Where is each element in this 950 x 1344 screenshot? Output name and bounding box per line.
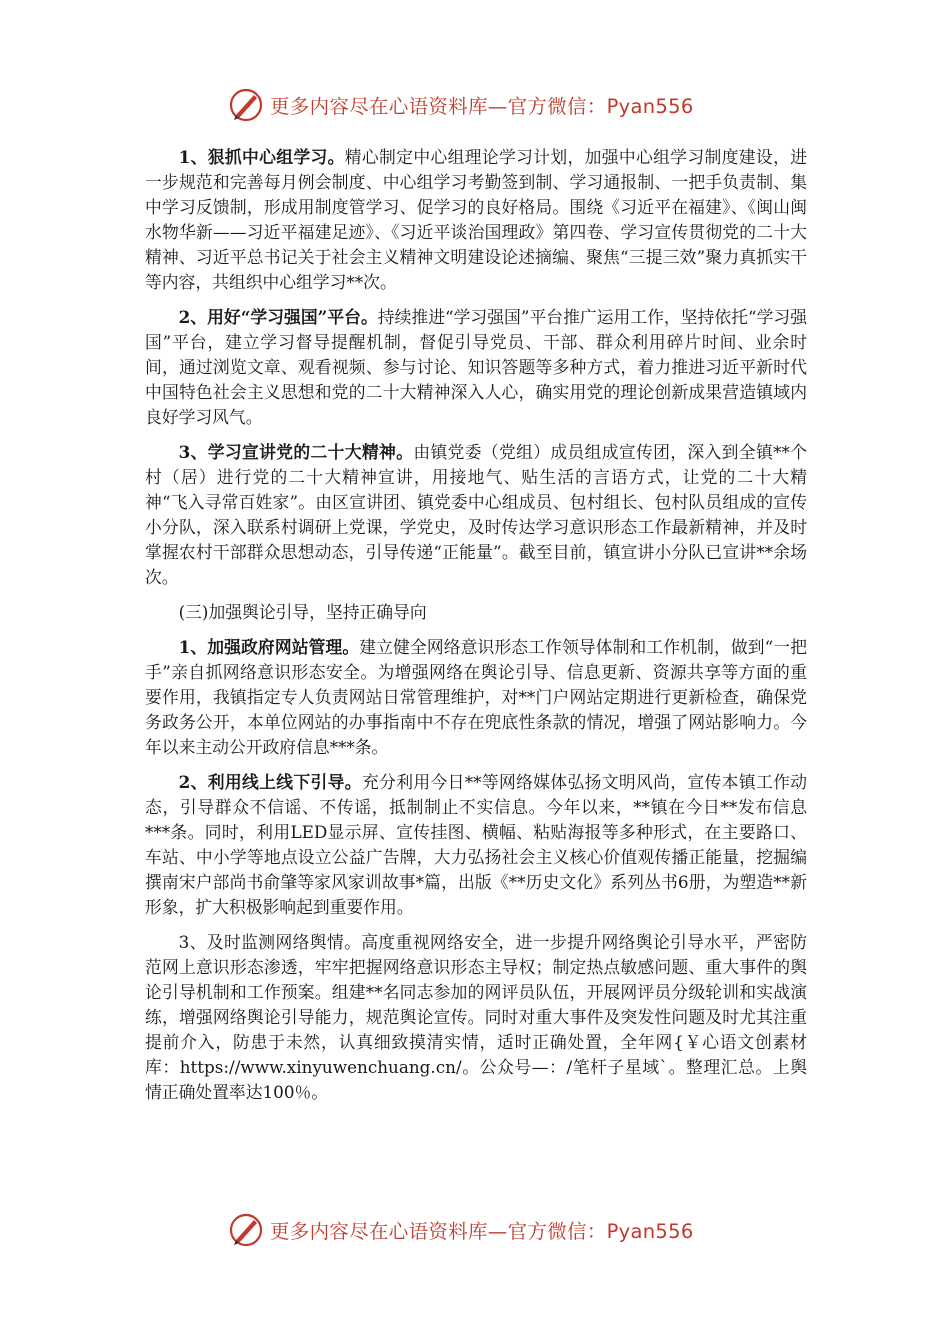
paragraph <box>145 305 807 430</box>
paragraph-title: 1、狠抓中心组学习。 <box>178 147 345 167</box>
paragraph <box>145 145 807 295</box>
banner-text: 更多内容尽在心语资料库—官方微信：Pyan556 <box>270 95 694 118</box>
paragraph-body: 持续推进“学习强国”平台推广运用工作，坚持依托“学习强国”平台，建立学习督导提醒机制，督促引导党员、干部、群众利用碎片时间、业余时间，通过浏览文章、观看视频、参与讨论、知识答题等多种方式，着力推进习近平新时代中国特色社会主义思想和党的二十大精神深入人心，确实用党的理论创新成果营造镇域内良好学习风气。 <box>145 307 807 427</box>
paragraph <box>145 635 807 760</box>
paragraph-title: 3、学习宣讲党的二十大精神。 <box>178 442 414 462</box>
footer-banner <box>228 1211 748 1249</box>
section-heading: (三)加强舆论引导，坚持正确导向 <box>178 602 427 622</box>
document-body <box>145 145 807 1115</box>
pen-logo-icon <box>228 87 264 123</box>
paragraph: 3、及时监测网络舆情。高度重视网络安全，进一步提升网络舆论引导水平，严密防范网上意识形态渗透，牢牢把握网络意识形态主导权；制定热点敏感问题、重大事件的舆论引导机制和工作预案。组建**名同志参加的网评员队伍，开展网评员分级轮训和实战演练，增强网络舆论引导能力，规范舆论宣传。同时对重大事件及突发性问题及时尤其注重提前介入，防患于未然，认真细致摸清实情，适时正确处置，全年网{￥心语文创素材库：https://www.xinyuwenchuang.cn/。公众号—：/笔杆子星域`。整理汇总。上舆情正确处置率达100％。 <box>145 932 807 1102</box>
banner-text: 更多内容尽在心语资料库—官方微信：Pyan556 <box>270 1220 694 1243</box>
paragraph-body: 精心制定中心组理论学习计划，加强中心组学习制度建设，进一步规范和完善每月例会制度、中心组学习考勤签到制、学习通报制、一把手负责制、集中学习反馈制，形成用制度管学习、促学习的良好格局。围绕《习近平在福建》、《闽山闽水物华新——习近平福建足迹》、《习近平谈治国理政》第四卷、学习宣传贯彻党的二十大精神、习近平总书记关于社会主义精神文明建设论述摘编、聚焦“三提三效”聚力真抓实干等内容，共组织中心组学习**次。 <box>145 147 807 292</box>
paragraph-body: 建立健全网络意识形态工作领导体制和工作机制，做到“一把手”亲自抓网络意识形态安全。为增强网络在舆论引导、信息更新、资源共享等方面的重要作用，我镇指定专人负责网站日常管理维护，对**门户网站定期进行更新检查，确保党务政务公开，本单位网站的办事指南中不存在兜底性条款的情况，增强了网站影响力。今年以来主动公开政府信息***条。 <box>145 637 807 757</box>
paragraph <box>145 770 807 920</box>
paragraph-title: 2、利用线上线下引导。 <box>178 772 362 792</box>
paragraph-title: 1、加强政府网站管理。 <box>178 637 360 657</box>
paragraph-body: 由镇党委（党组）成员组成宣传团，深入到全镇**个村（居）进行党的二十大精神宣讲，用接地气、贴生活的言语方式，让党的二十大精神“飞入寻常百姓家”。由区宣讲团、镇党委中心组成员、包村组长、包村队员组成的宣传小分队，深入联系村调研上党课，学党史，及时传达学习意识形态工作最新精神，并及时掌握农村干部群众思想动态，引导传递“正能量”。截至目前，镇宣讲小分队已宣讲**余场次。 <box>145 442 807 587</box>
pen-logo-icon <box>228 1212 264 1248</box>
paragraph <box>145 440 807 590</box>
header-banner <box>228 86 748 124</box>
paragraph-body: 充分利用今日**等网络媒体弘扬文明风尚，宣传本镇工作动态，引导群众不信谣、不传谣，抵制制止不实信息。今年以来，**镇在今日**发布信息***条。同时，利用LED显示屏、宣传挂图、横幅、粘贴海报等多种形式，在主要路口、车站、中小学等地点设立公益广告牌，大力弘扬社会主义核心价值观传播正能量，挖掘编撰南宋户部尚书俞肇等家风家训故事*篇，出版《**历史文化》系列丛书6册，为塑造**新形象，扩大积极影响起到重要作用。 <box>145 772 807 917</box>
paragraph-title: 2、用好“学习强国”平台。 <box>178 307 378 327</box>
